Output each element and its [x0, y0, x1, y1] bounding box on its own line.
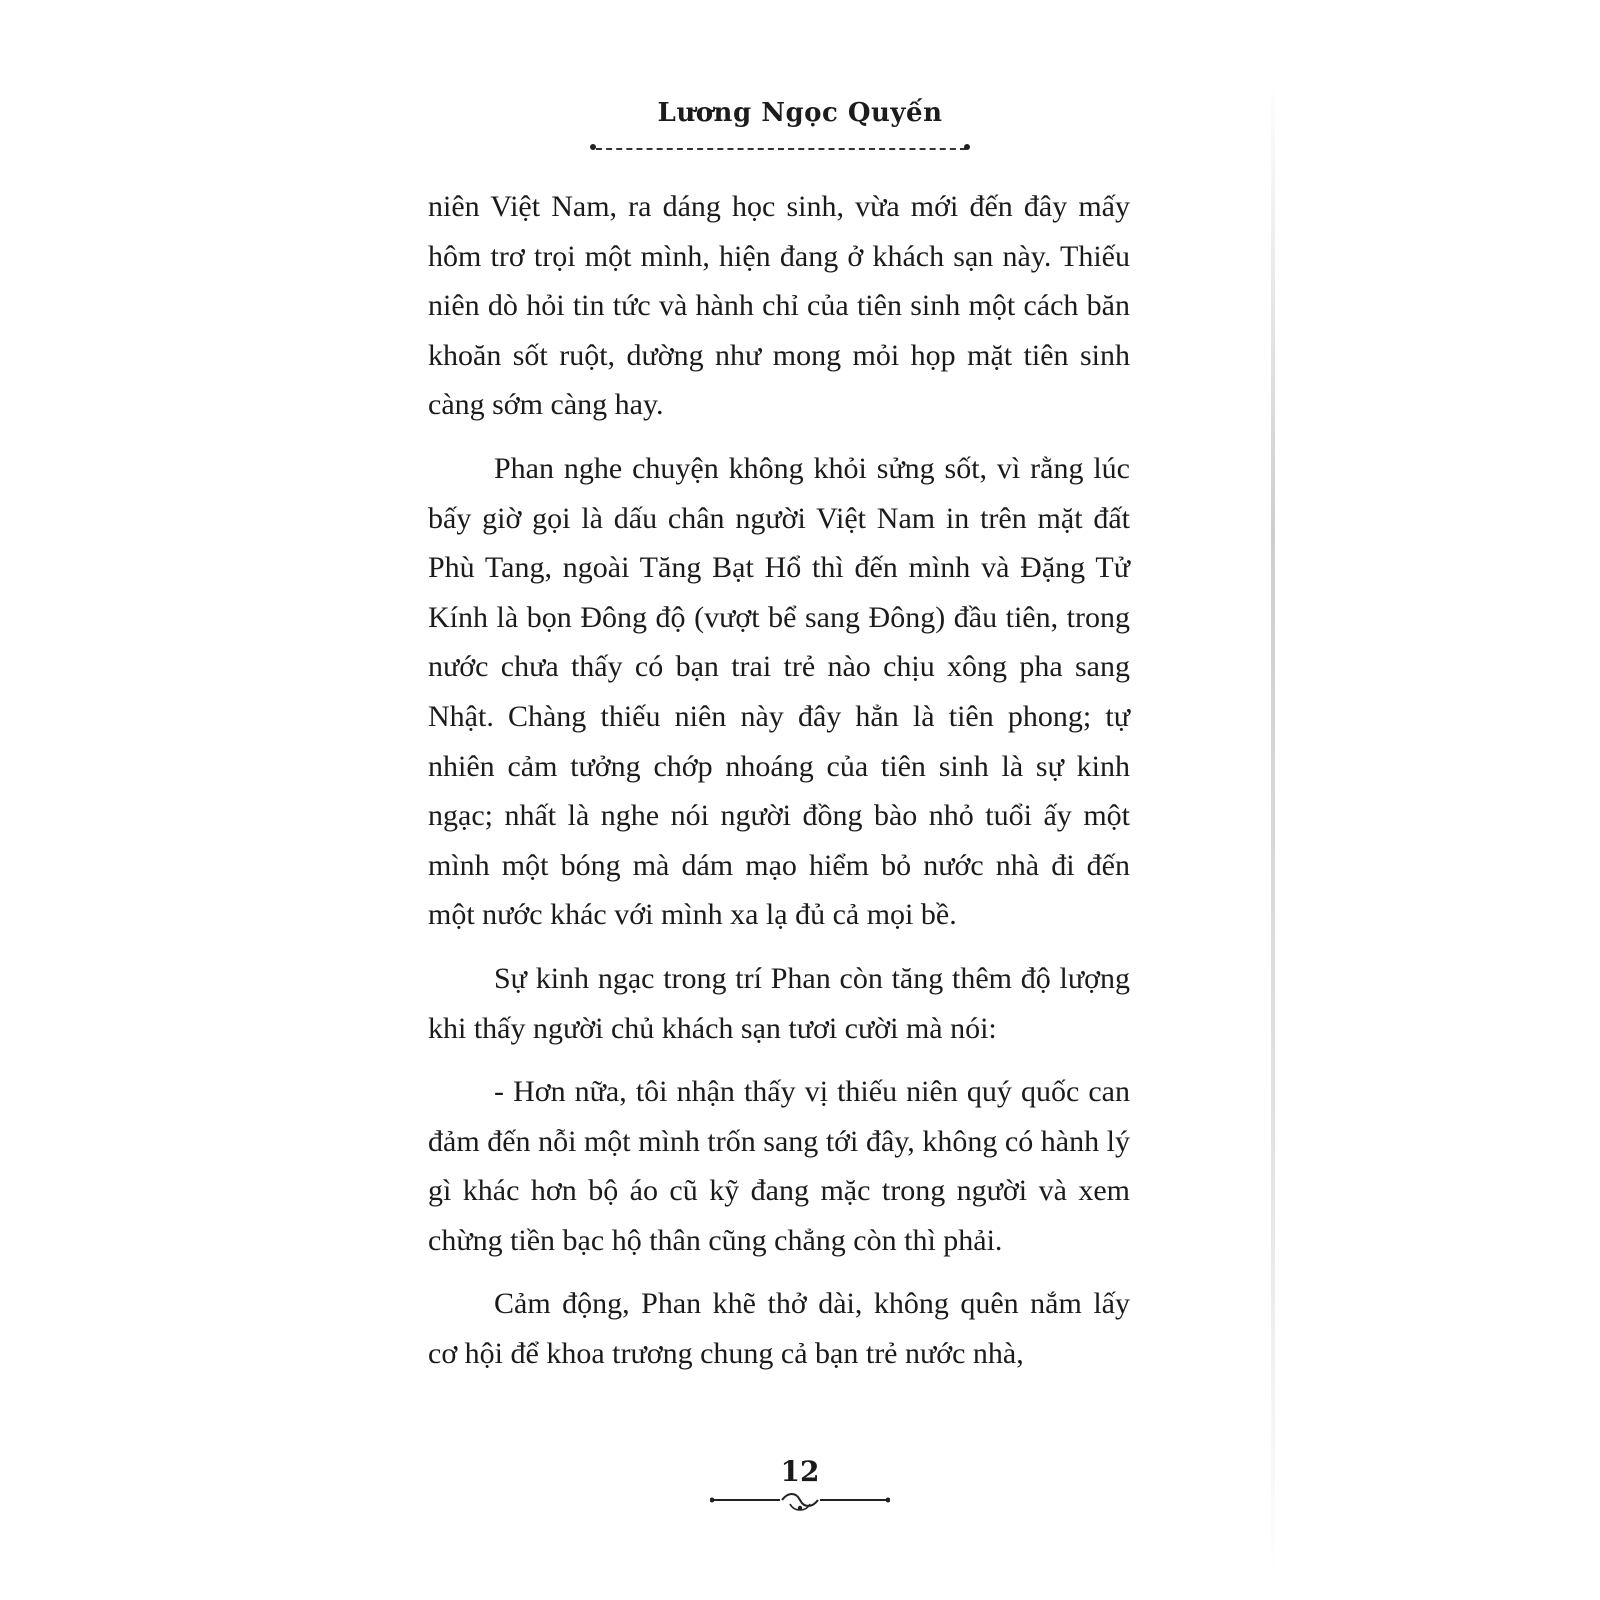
paragraph-3: Sự kinh ngạc trong trí Phan còn tăng thêm độ lượng khi thấy người chủ khách sạn tươi cười mà nói: [428, 961, 1130, 1045]
footer-ornament [710, 1488, 890, 1518]
paragraph-2: Phan nghe chuyện không khỏi sửng sốt, vì rằng lúc bấy giờ gọi là dấu chân người Việt Nam in trên mặt đất Phù Tang, ngoài Tăng Bạt Hổ thì đến mình và Đặng Tử Kính là bọn Đông độ (vượt bể sang Đông) đầu tiên, trong nước chưa thấy có bạn trai trẻ nào chịu xông pha sang Nhật. Chàng thiếu niên này đây hẳn là tiên phong; tự nhiên cảm tưởng chớp nhoáng của tiên sinh là sự kinh ngạc; nhất là nghe nói người đồng bào nhỏ tuổi ấy một mình một bóng mà dám mạo hiểm bỏ nước nhà đi đến một nước khác với mình xa lạ đủ cả mọi bề. [428, 451, 1130, 932]
rule-dot-left [590, 144, 596, 150]
paragraph-1: niên Việt Nam, ra dáng học sinh, vừa mới đến đây mấy hôm trơ trọi một mình, hiện đang ở khách sạn này. Thiếu niên dò hỏi tin tức và hành chỉ của tiên sinh một cách băn khoăn sốt ruột, dường như mong mỏi họp mặt tiên sinh càng sớm càng hay. [428, 190, 1130, 422]
running-header [560, 98, 1040, 128]
running-title: Lương Ngọc Quyến [657, 98, 943, 128]
paragraph-4: - Hơn nữa, tôi nhận thấy vị thiếu niên quý quốc can đảm đến nỗi một mình trốn sang tới đây, không có hành lý gì khác hơn bộ áo cũ kỹ đang mặc trong người và xem chừng tiền bạc hộ thân cũng chẳng còn thì phải. [428, 1075, 1130, 1257]
body-text [428, 182, 1130, 1393]
rule-dot-right [964, 144, 970, 150]
page-edge-shadow [1271, 80, 1275, 1580]
header-dashed-rule [596, 148, 966, 150]
paragraph-5: Cảm động, Phan khẽ thở dài, không quên nắm lấy cơ hội để khoa trương chung cả bạn trẻ nước nhà, [428, 1287, 1130, 1371]
page-number: 12 [780, 1455, 820, 1488]
